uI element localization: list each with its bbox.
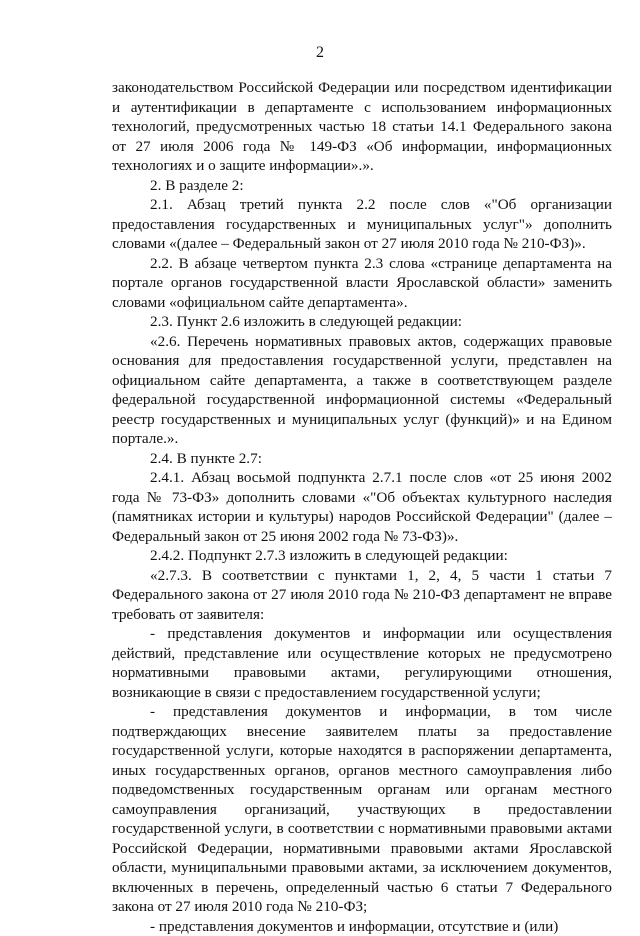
paragraph-2-4-1: 2.4.1. Абзац восьмой подпункта 2.7.1 после слов «от 25 июня 2002 года № 73-ФЗ» дополнить словами «"Об объектах культурного наследия (памятниках истории и культуры) народов Российской Федерации" (далее – Федеральный закон от 25 июня 2002 года № 73-ФЗ)». (112, 468, 612, 546)
page-number: 2 (0, 44, 640, 62)
list-item-1: - представления документов и информации или осуществления действий, представление или осуществление которых не предусмотрено нормативными правовыми актами, регулирующими отношения, возникающие в связи с предоставлением государственной услуги; (112, 624, 612, 702)
document-body (112, 78, 612, 936)
paragraph-2-4: 2.4. В пункте 2.7: (112, 449, 612, 469)
paragraph-2-3: 2.3. Пункт 2.6 изложить в следующей редакции: (112, 312, 612, 332)
paragraph-section-2: 2. В разделе 2: (112, 176, 612, 196)
list-item-3: - представления документов и информации, отсутствие и (или) (112, 917, 612, 936)
paragraph-continuation: законодательством Российской Федерации или посредством идентификации и аутентификации в департаменте с использованием информационных технологий, предусмотренных частью 18 статьи 14.1 Федерального закона от 27 июля 2006 года № 149-ФЗ «Об информации, информационных технологиях и о защите информации».». (112, 78, 612, 176)
paragraph-2-6-text: «2.6. Перечень нормативных правовых актов, содержащих правовые основания для предоставления государственной услуги, представлен на официальном сайте департамента, а также в соответствующем разделе федеральной государственной информационной системы «Федеральный реестр государственных и муниципальных услуг (функций)» и на Едином портале.». (112, 332, 612, 449)
paragraph-2-7-3-text: «2.7.3. В соответствии с пунктами 1, 2, 4, 5 части 1 статьи 7 Федерального закона от 27 июля 2010 года № 210-ФЗ департамент не вправе требовать от заявителя: (112, 566, 612, 625)
list-item-2: - представления документов и информации, в том числе подтверждающих внесение заявителем платы за предоставление государственной услуги, которые находятся в распоряжении департамента, иных государственных органов, органов местного самоуправления либо подведомственных государственным органам или органам местного самоуправления организаций, участвующих в предоставлении государственной услуги, в соответствии с нормативными правовыми актами Российской Федерации, нормативными правовыми актами Ярославской области, муниципальными правовыми актами, за исключением документов, включенных в перечень, определенный частью 6 статьи 7 Федерального закона от 27 июля 2010 года № 210-ФЗ; (112, 702, 612, 917)
paragraph-2-4-2: 2.4.2. Подпункт 2.7.3 изложить в следующей редакции: (112, 546, 612, 566)
paragraph-2-1: 2.1. Абзац третий пункта 2.2 после слов «"Об организации предоставления государственных и муниципальных услуг"» дополнить словами «(далее – Федеральный закон от 27 июля 2010 года № 210-ФЗ)». (112, 195, 612, 254)
paragraph-2-2: 2.2. В абзаце четвертом пункта 2.3 слова «странице департамента на портале органов государственной власти Ярославской области» заменить словами «официальном сайте департамента». (112, 254, 612, 313)
